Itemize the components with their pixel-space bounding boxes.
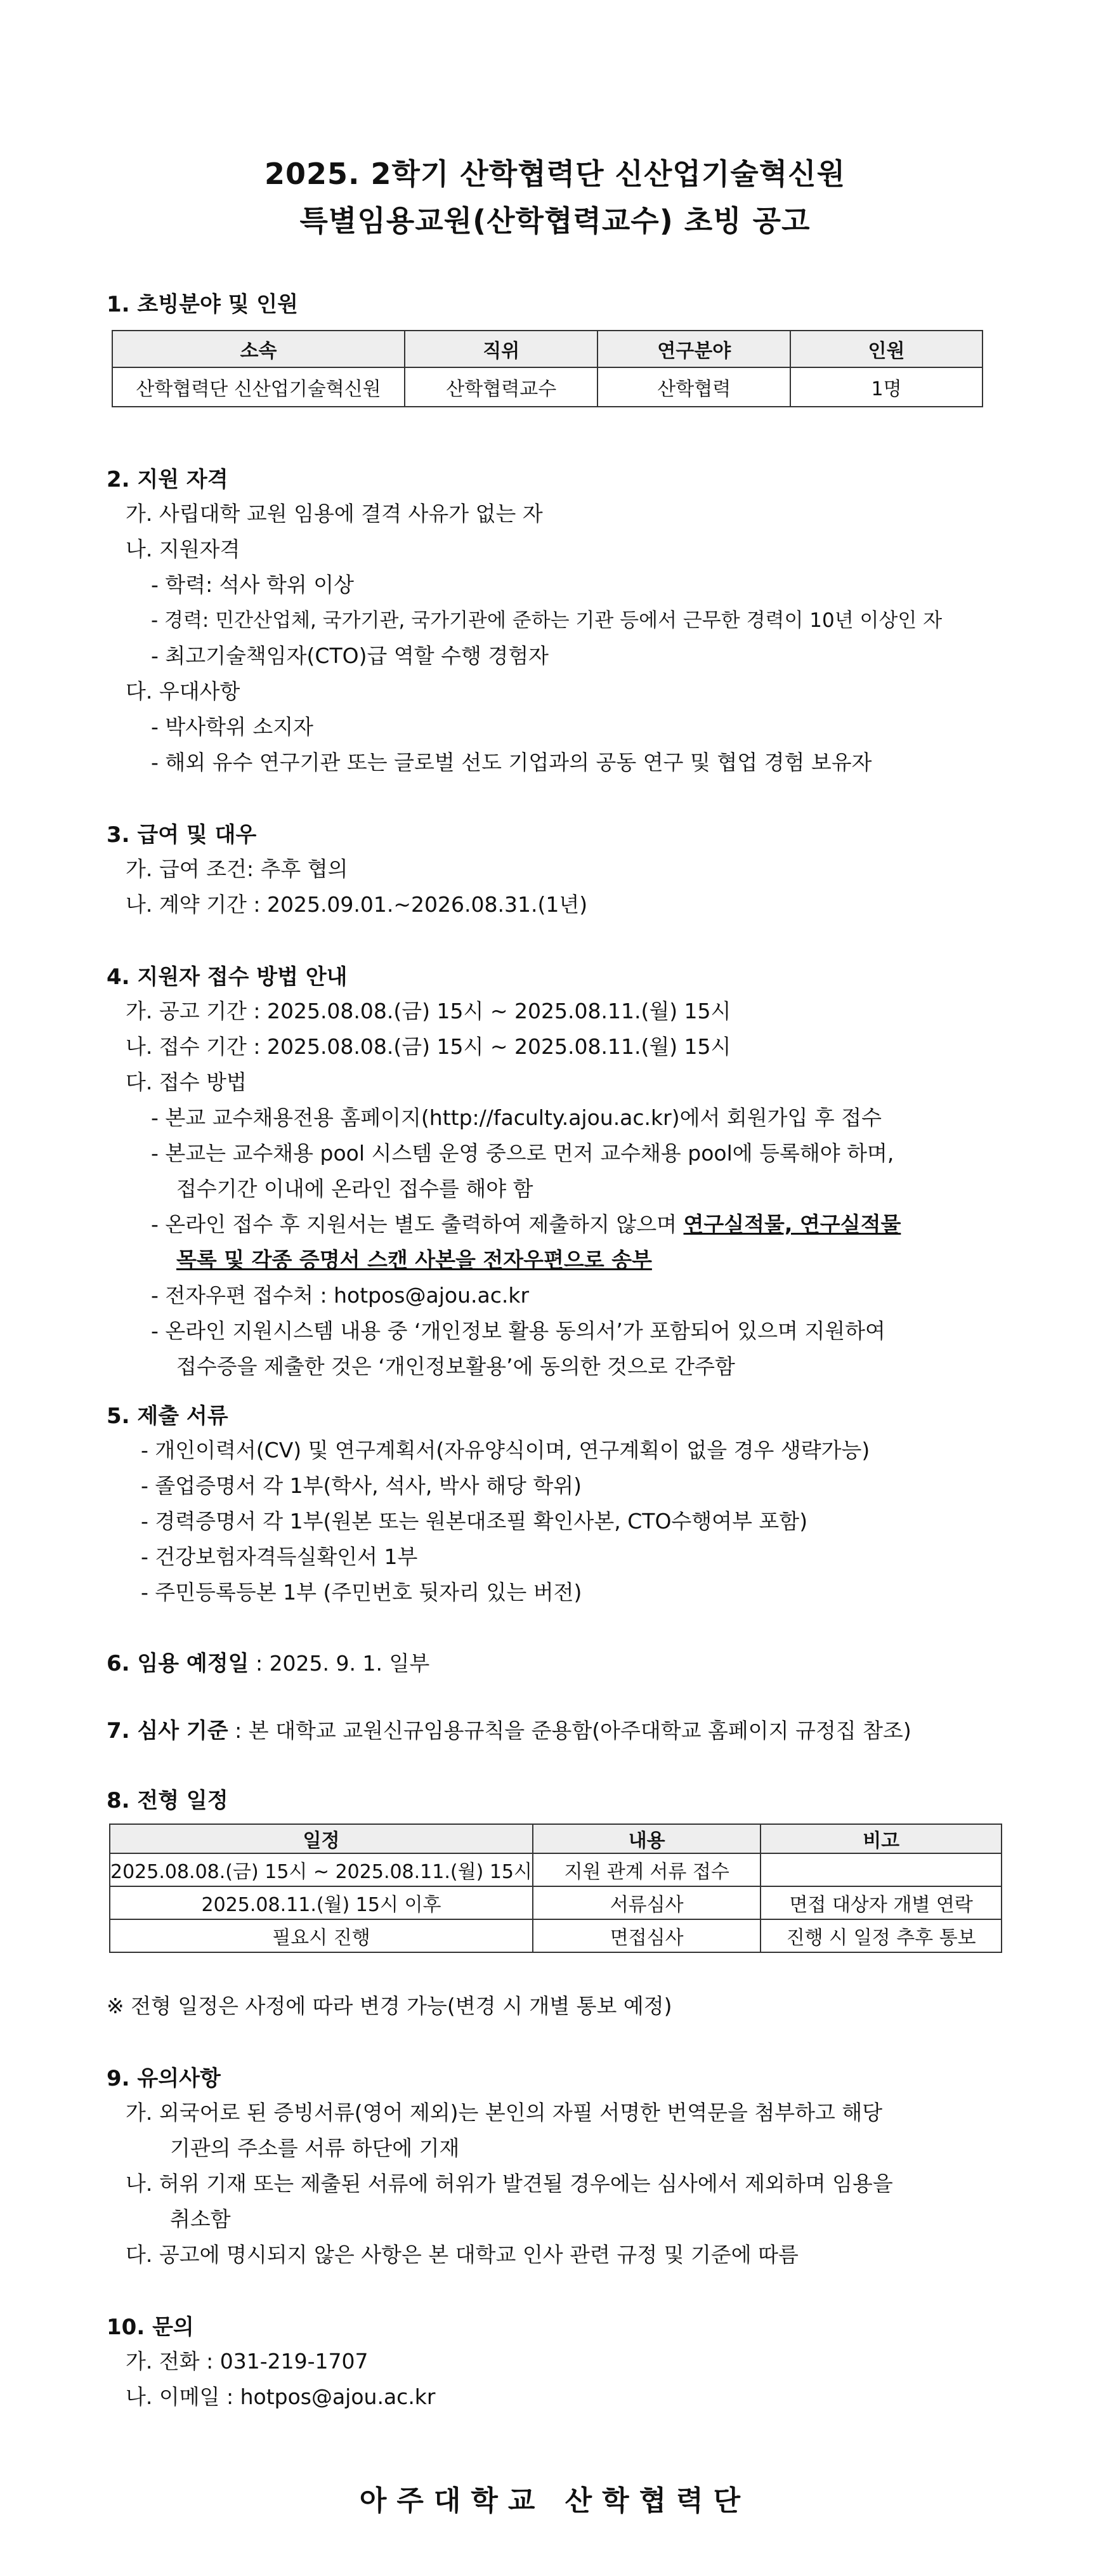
section-4-heading: 4. 지원자 접수 방법 안내 <box>107 964 348 990</box>
qualification-b1: - 학력: 석사 학위 이상 <box>151 572 355 597</box>
table-header: 연구분야 <box>597 331 790 367</box>
document-item-3: - 경력증명서 각 1부(원본 또는 원본대조필 확인사본, CTO수행여부 포함) <box>141 1509 808 1534</box>
notice-a-line1: 가. 외국어로 된 증빙서류(영어 제외)는 본인의 자필 서명한 번역문을 첨부하고 해당 <box>126 2100 883 2125</box>
table-cell: 산학협력교수 <box>405 367 597 407</box>
table-header: 내용 <box>533 1824 761 1853</box>
qualification-c2: - 해외 유수 연구기관 또는 글로벌 선도 기업과의 공동 연구 및 협업 경험 보유자 <box>151 750 872 775</box>
table-cell: 지원 관계 서류 접수 <box>533 1853 761 1886</box>
section-7 <box>107 1713 911 1744</box>
section-7-heading: 7. 심사 기준 <box>107 1718 228 1744</box>
apply-c5-line2: 접수증을 제출한 것은 ‘개인정보활용’에 동의한 것으로 간주함 <box>176 1354 735 1379</box>
table-cell: 산학협력단 신산업기술혁신원 <box>112 367 405 407</box>
section-5-heading: 5. 제출 서류 <box>107 1403 228 1429</box>
table-cell: 서류심사 <box>533 1886 761 1919</box>
apply-a: 가. 공고 기간 : 2025.08.08.(금) 15시 ~ 2025.08.11.(월) 15시 <box>126 999 731 1023</box>
notice-c: 다. 공고에 명시되지 않은 사항은 본 대학교 인사 관련 규정 및 기준에 따름 <box>126 2242 799 2267</box>
apply-c2-line2: 접수기간 이내에 온라인 접수를 해야 함 <box>176 1176 533 1201</box>
apply-c: 다. 접수 방법 <box>126 1070 247 1094</box>
table-header: 인원 <box>790 331 983 367</box>
table-cell: 면접 대상자 개별 연락 <box>761 1886 1002 1919</box>
table-header: 직위 <box>405 331 597 367</box>
section-6 <box>107 1646 429 1677</box>
schedule-table <box>109 1824 1002 1953</box>
qualification-b3: - 최고기술책임자(CTO)급 역할 수행 경험자 <box>151 643 549 668</box>
title-line-2: 특별임용교원(산학협력교수) 초빙 공고 <box>299 204 811 238</box>
salary-b: 나. 계약 기간 : 2025.09.01.~2026.08.31.(1년) <box>126 892 588 917</box>
apply-c3-line2: 목록 및 각종 증명서 스캔 사본을 전자우편으로 송부 <box>176 1247 652 1272</box>
apply-b: 나. 접수 기간 : 2025.08.08.(금) 15시 ~ 2025.08.11.(월) 15시 <box>126 1034 731 1059</box>
document-item-5: - 주민등록등본 1부 (주민번호 뒷자리 있는 버전) <box>141 1580 582 1605</box>
document-item-2: - 졸업증명서 각 1부(학사, 석사, 박사 해당 학위) <box>141 1473 582 1498</box>
apply-c3-emphasis: 연구실적물, 연구실적물 <box>683 1212 901 1237</box>
table-row <box>110 1886 1002 1919</box>
table-cell: 산학협력 <box>597 367 790 407</box>
table-cell: 2025.08.11.(월) 15시 이후 <box>110 1886 533 1919</box>
section-8-heading: 8. 전형 일정 <box>107 1788 228 1813</box>
document-item-4: - 건강보험자격득실확인서 1부 <box>141 1544 418 1569</box>
review-criteria: : 본 대학교 교원신규임용규칙을 준용함(아주대학교 홈페이지 규정집 참조) <box>228 1718 911 1743</box>
contact-email: 나. 이메일 : hotpos@ajou.ac.kr <box>126 2384 436 2409</box>
apply-c3-line1 <box>151 1208 901 1238</box>
qualification-b: 나. 지원자격 <box>126 537 240 562</box>
notice-b-line1: 나. 허위 기재 또는 제출된 서류에 허위가 발견될 경우에는 심사에서 제외하며 임용을 <box>126 2171 893 2196</box>
table-cell <box>761 1853 1002 1886</box>
table-cell: 진행 시 일정 추후 통보 <box>761 1919 1002 1952</box>
recruitment-table <box>112 330 983 407</box>
table-row <box>110 1919 1002 1952</box>
table-cell: 필요시 진행 <box>110 1919 533 1952</box>
table-cell: 1명 <box>790 367 983 407</box>
salary-a: 가. 급여 조건: 추후 협의 <box>126 857 348 881</box>
section-1-heading: 1. 초빙분야 및 인원 <box>107 292 298 317</box>
apply-c3-text: - 온라인 접수 후 지원서는 별도 출력하여 제출하지 않으며 <box>151 1212 684 1237</box>
section-9-heading: 9. 유의사항 <box>107 2066 221 2091</box>
section-10-heading: 10. 문의 <box>107 2315 194 2340</box>
apply-c1: - 본교 교수채용전용 홈페이지(http://faculty.ajou.ac.kr)에서 회원가입 후 접수 <box>151 1105 882 1130</box>
issuer-footer: 아주대학교 산학협력단 <box>359 2485 751 2517</box>
document-item-1: - 개인이력서(CV) 및 연구계획서(자유양식이며, 연구계획이 없을 경우 생략가능) <box>141 1438 870 1462</box>
qualification-a: 가. 사립대학 교원 임용에 결격 사유가 없는 자 <box>126 501 543 526</box>
section-3-heading: 3. 급여 및 대우 <box>107 822 257 848</box>
table-header: 일정 <box>110 1824 533 1853</box>
table-row <box>110 1853 1002 1886</box>
table-header: 소속 <box>112 331 405 367</box>
qualification-b2: - 경력: 민간산업체, 국가기관, 국가기관에 준하는 기관 등에서 근무한 경력이 10년 이상인 자 <box>151 609 943 632</box>
qualification-c1: - 박사학위 소지자 <box>151 714 314 739</box>
apply-c5-line1: - 온라인 지원시스템 내용 중 ‘개인정보 활용 동의서’가 포함되어 있으며 지원하여 <box>151 1318 885 1343</box>
contact-phone: 가. 전화 : 031-219-1707 <box>126 2349 369 2374</box>
notice-a-line2: 기관의 주소를 서류 하단에 기재 <box>170 2136 460 2160</box>
table-cell: 2025.08.08.(금) 15시 ~ 2025.08.11.(월) 15시 <box>110 1853 533 1886</box>
apply-c2-line1: - 본교는 교수채용 pool 시스템 운영 중으로 먼저 교수채용 pool에 등록해야 하며, <box>151 1141 894 1166</box>
apply-c4-email: - 전자우편 접수처 : hotpos@ajou.ac.kr <box>151 1283 530 1308</box>
section-6-heading: 6. 임용 예정일 <box>107 1651 249 1676</box>
section-2-heading: 2. 지원 자격 <box>107 467 228 492</box>
title-line-1: 2025. 2학기 산학협력단 신산업기술혁신원 <box>264 157 846 191</box>
qualification-c: 다. 우대사항 <box>126 679 240 704</box>
table-cell: 면접심사 <box>533 1919 761 1952</box>
schedule-note: ※ 전형 일정은 사정에 따라 변경 가능(변경 시 개별 통보 예정) <box>107 1994 672 2018</box>
start-date: : 2025. 9. 1. 일부 <box>249 1651 430 1676</box>
table-header: 비고 <box>761 1824 1002 1853</box>
notice-b-line2: 취소함 <box>170 2207 231 2231</box>
